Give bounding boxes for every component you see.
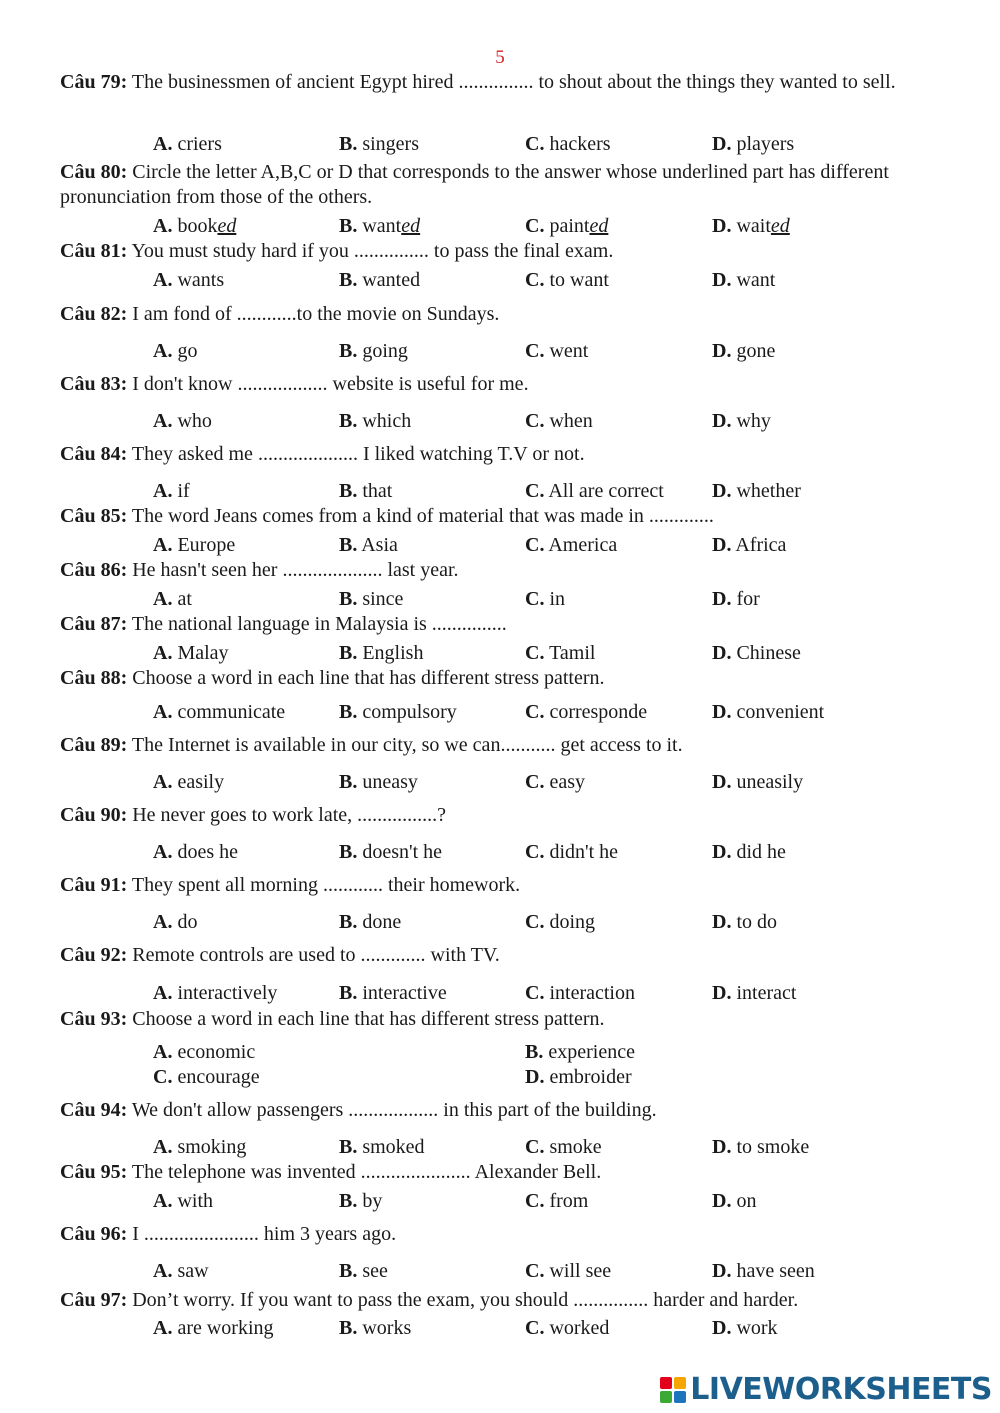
liveworksheets-logo [660, 1372, 992, 1407]
option-letter: D. [712, 480, 732, 502]
option-letter: B. [525, 1041, 544, 1063]
option-c[interactable] [525, 700, 647, 725]
option-d[interactable] [712, 770, 803, 795]
option-text: criers [172, 133, 222, 155]
option-text: hackers [544, 133, 611, 155]
option-letter: D. [525, 1066, 545, 1088]
question-text: The national language in Malaysia is ............... [127, 613, 507, 635]
question-91 [60, 873, 940, 898]
option-a[interactable] [153, 479, 190, 504]
option-text: doing [544, 911, 596, 933]
question-text: I am fond of ............to the movie on Sundays. [127, 303, 500, 325]
question-text: Don’t worry. If you want to pass the exam, you should ............... harder and harder. [127, 1289, 799, 1311]
option-d[interactable] [712, 641, 801, 666]
option-letter: D. [712, 269, 732, 291]
option-a[interactable] [153, 132, 222, 157]
option-letter: A. [153, 911, 173, 933]
question-label: Câu 97: [60, 1289, 128, 1311]
question-83 [60, 372, 940, 397]
option-text: uneasy [357, 771, 418, 793]
option-a[interactable] [153, 214, 236, 239]
option-a[interactable] [153, 910, 197, 935]
option-a[interactable] [153, 1189, 213, 1214]
option-letter: B. [339, 771, 358, 793]
option-text: uneasily [731, 771, 804, 793]
option-text: who [172, 410, 212, 432]
question-label: Câu 79: [60, 71, 128, 93]
option-letter: A. [153, 1136, 173, 1158]
question-text: The Internet is available in our city, so we can........... get access to it. [127, 734, 683, 756]
question-label: Câu 90: [60, 804, 128, 826]
option-text: does he [172, 841, 238, 863]
option-c[interactable] [525, 981, 635, 1006]
option-c[interactable] [525, 1316, 609, 1341]
option-text: didn't he [544, 841, 619, 863]
option-letter: B. [339, 841, 358, 863]
option-c[interactable] [153, 1065, 260, 1090]
option-letter: D. [712, 911, 732, 933]
option-c[interactable] [525, 214, 608, 239]
option-letter: A. [153, 215, 173, 237]
option-letter: B. [339, 340, 358, 362]
question-label: Câu 93: [60, 1008, 128, 1030]
option-text: experience [543, 1041, 635, 1063]
option-letter: D. [712, 982, 732, 1004]
option-letter: C. [525, 588, 545, 610]
option-text: are working [172, 1317, 274, 1339]
option-d[interactable] [712, 533, 786, 558]
option-text: go [172, 340, 198, 362]
question-label: Câu 95: [60, 1161, 128, 1183]
option-text: on [731, 1190, 757, 1212]
option-letter: A. [153, 701, 173, 723]
option-a[interactable] [153, 1040, 255, 1065]
question-88 [60, 666, 940, 691]
option-letter: A. [153, 133, 173, 155]
option-letter: D. [712, 1317, 732, 1339]
option-letter: C. [525, 1260, 545, 1282]
option-text: at [172, 588, 192, 610]
option-letter: D. [712, 133, 732, 155]
question-text: The word Jeans comes from a kind of material that was made in ............. [127, 505, 714, 527]
option-text: worked [544, 1317, 610, 1339]
option-text: with [172, 1190, 214, 1212]
option-c[interactable] [525, 1189, 588, 1214]
option-a[interactable] [153, 641, 229, 666]
question-text: Choose a word in each line that has different stress pattern. [127, 1008, 605, 1030]
option-text: why [731, 410, 771, 432]
option-letter: A. [153, 982, 173, 1004]
question-label: Câu 83: [60, 373, 128, 395]
option-text: Asia [357, 534, 398, 556]
option-letter: C. [153, 1066, 173, 1088]
option-text: work [731, 1317, 778, 1339]
option-text: smoke [544, 1136, 602, 1158]
option-text: book [172, 215, 218, 237]
option-b[interactable] [339, 268, 420, 293]
option-letter: D. [712, 215, 732, 237]
option-text: English [357, 642, 424, 664]
option-letter: C. [525, 911, 545, 933]
option-b[interactable] [339, 1259, 388, 1284]
question-80 [60, 160, 940, 210]
option-text: for [731, 588, 760, 610]
option-letter: B. [339, 642, 358, 664]
question-label: Câu 84: [60, 443, 128, 465]
option-d[interactable] [712, 339, 775, 364]
option-text: went [544, 340, 589, 362]
option-d[interactable] [712, 587, 760, 612]
question-label: Câu 80: [60, 161, 128, 183]
option-letter: D. [712, 1260, 732, 1282]
option-letter: C. [525, 701, 545, 723]
option-b[interactable] [339, 1135, 425, 1160]
question-label: Câu 89: [60, 734, 128, 756]
option-letter: A. [153, 1041, 173, 1063]
option-text: Europe [172, 534, 236, 556]
option-text: players [731, 133, 795, 155]
option-letter: B. [339, 215, 358, 237]
option-text: economic [172, 1041, 256, 1063]
option-b[interactable] [339, 641, 423, 666]
option-text: singers [357, 133, 420, 155]
question-95 [60, 1160, 940, 1185]
option-text: to do [731, 911, 778, 933]
option-text: interaction [544, 982, 635, 1004]
question-text: The businessmen of ancient Egypt hired ............... to shout about the things they wanted to sell. [127, 71, 896, 93]
option-b[interactable] [525, 1040, 635, 1065]
option-text: communicate [172, 701, 286, 723]
option-text: Chinese [731, 642, 801, 664]
option-letter: B. [339, 701, 358, 723]
option-letter: C. [525, 1317, 545, 1339]
option-letter: A. [153, 642, 173, 664]
question-89 [60, 733, 940, 758]
option-letter: C. [525, 841, 545, 863]
option-c[interactable] [525, 840, 618, 865]
option-a[interactable] [153, 1259, 209, 1284]
option-a[interactable] [153, 1135, 246, 1160]
question-90 [60, 803, 940, 828]
option-letter: B. [339, 588, 358, 610]
question-82 [60, 302, 940, 327]
option-letter: A. [153, 771, 173, 793]
option-text: have seen [731, 1260, 815, 1282]
option-a[interactable] [153, 339, 197, 364]
question-text: Remote controls are used to ............. with TV. [127, 944, 500, 966]
logo-tile [674, 1377, 686, 1389]
option-text: Tamil [544, 642, 596, 664]
option-text: wanted [357, 269, 421, 291]
option-d[interactable] [712, 214, 790, 239]
option-letter: D. [712, 588, 732, 610]
question-label: Câu 96: [60, 1223, 128, 1245]
question-85 [60, 504, 940, 529]
option-b[interactable] [339, 339, 408, 364]
question-81 [60, 239, 940, 264]
option-letter: B. [339, 480, 358, 502]
option-text: paint [544, 215, 590, 237]
question-label: Câu 91: [60, 874, 128, 896]
underlined-part: ed [770, 215, 790, 237]
option-letter: A. [153, 410, 173, 432]
question-79 [60, 70, 940, 95]
option-letter: B. [339, 1190, 358, 1212]
page-number: 5 [495, 47, 505, 68]
question-text: They asked me .................... I liked watching T.V or not. [127, 443, 585, 465]
option-a[interactable] [153, 840, 238, 865]
option-letter: A. [153, 841, 173, 863]
option-letter: D. [712, 701, 732, 723]
option-c[interactable] [525, 770, 585, 795]
logo-tile [660, 1377, 672, 1389]
option-text: since [357, 588, 404, 610]
question-label: Câu 81: [60, 240, 128, 262]
option-text: will see [544, 1260, 612, 1282]
option-letter: A. [153, 269, 173, 291]
option-text: done [357, 911, 402, 933]
option-b[interactable] [339, 1316, 411, 1341]
option-a[interactable] [153, 700, 285, 725]
option-b[interactable] [339, 700, 457, 725]
option-text: when [544, 410, 593, 432]
option-b[interactable] [339, 533, 398, 558]
option-letter: C. [525, 982, 545, 1004]
option-text: to smoke [731, 1136, 810, 1158]
option-letter: D. [712, 841, 732, 863]
option-letter: B. [339, 534, 358, 556]
option-text: compulsory [357, 701, 457, 723]
question-93 [60, 1007, 940, 1032]
option-c[interactable] [525, 587, 565, 612]
option-text: do [172, 911, 198, 933]
option-letter: D. [712, 771, 732, 793]
logo-tiles-icon [660, 1377, 686, 1403]
option-text: see [357, 1260, 388, 1282]
option-d[interactable] [712, 1135, 809, 1160]
option-text: to want [544, 269, 609, 291]
question-text: Choose a word in each line that has different stress pattern. [127, 667, 605, 689]
option-a[interactable] [153, 1316, 274, 1341]
option-text: whether [731, 480, 801, 502]
option-letter: A. [153, 1260, 173, 1282]
question-text: The telephone was invented ...................... Alexander Bell. [127, 1161, 602, 1183]
option-d[interactable] [712, 840, 786, 865]
logo-tile [674, 1391, 686, 1403]
option-d[interactable] [712, 700, 824, 725]
underlined-part: ed [217, 215, 237, 237]
option-text: wants [172, 269, 225, 291]
option-text: interactive [357, 982, 447, 1004]
option-b[interactable] [339, 770, 418, 795]
option-b[interactable] [339, 587, 403, 612]
option-c[interactable] [525, 1259, 611, 1284]
option-letter: A. [153, 1317, 173, 1339]
option-a[interactable] [153, 533, 235, 558]
option-text: if [172, 480, 190, 502]
option-b[interactable] [339, 214, 420, 239]
option-text: saw [172, 1260, 209, 1282]
option-text: interactively [172, 982, 278, 1004]
option-text: which [357, 410, 412, 432]
option-text: in [544, 588, 566, 610]
option-text: from [544, 1190, 589, 1212]
option-c[interactable] [525, 1135, 602, 1160]
option-letter: A. [153, 480, 173, 502]
question-text: Circle the letter A,B,C or D that corresponds to the answer whose underlined part has different pronunciation from those of the others. [60, 161, 889, 208]
option-text: encourage [172, 1066, 260, 1088]
option-letter: C. [525, 771, 545, 793]
option-b[interactable] [339, 1189, 382, 1214]
option-a[interactable] [153, 587, 192, 612]
option-letter: C. [525, 534, 545, 556]
option-letter: B. [339, 1317, 358, 1339]
option-text: works [357, 1317, 412, 1339]
option-text: easily [172, 771, 225, 793]
question-label: Câu 82: [60, 303, 128, 325]
option-letter: A. [153, 1190, 173, 1212]
option-letter: B. [339, 1260, 358, 1282]
question-86 [60, 558, 940, 583]
option-letter: C. [525, 1190, 545, 1212]
option-letter: C. [525, 642, 545, 664]
option-d[interactable] [712, 1259, 815, 1284]
option-text: America [544, 534, 618, 556]
option-letter: C. [525, 133, 545, 155]
option-letter: A. [153, 534, 173, 556]
option-d[interactable] [712, 268, 775, 293]
question-84 [60, 442, 940, 467]
option-text: gone [731, 340, 776, 362]
option-c[interactable] [525, 910, 595, 935]
option-letter: C. [525, 215, 545, 237]
option-letter: D. [712, 340, 732, 362]
option-letter: B. [339, 133, 358, 155]
option-d[interactable] [712, 981, 796, 1006]
question-text: I ....................... him 3 years ago. [127, 1223, 397, 1245]
option-letter: C. [525, 1136, 545, 1158]
underlined-part: ed [589, 215, 609, 237]
option-text: corresponde [544, 701, 648, 723]
option-text: Malay [172, 642, 229, 664]
option-text: Africa [731, 534, 787, 556]
option-d[interactable] [712, 479, 801, 504]
option-letter: A. [153, 588, 173, 610]
question-96 [60, 1222, 940, 1247]
question-label: Câu 87: [60, 613, 128, 635]
option-b[interactable] [339, 910, 401, 935]
option-d[interactable] [712, 1189, 756, 1214]
option-b[interactable] [339, 479, 392, 504]
option-text: want [357, 215, 402, 237]
option-d[interactable] [712, 910, 777, 935]
option-text: going [357, 340, 408, 362]
option-text: embroider [544, 1066, 632, 1088]
option-c[interactable] [525, 533, 617, 558]
option-a[interactable] [153, 268, 224, 293]
option-c[interactable] [525, 641, 595, 666]
option-c[interactable] [525, 409, 593, 434]
option-text: doesn't he [357, 841, 443, 863]
option-letter: B. [339, 911, 358, 933]
question-label: Câu 92: [60, 944, 128, 966]
option-text: easy [544, 771, 585, 793]
question-text: He never goes to work late, ................? [127, 804, 447, 826]
question-92 [60, 943, 940, 968]
option-letter: B. [339, 1136, 358, 1158]
question-text: You must study hard if you ............... to pass the final exam. [127, 240, 614, 262]
option-letter: D. [712, 642, 732, 664]
option-letter: A. [153, 340, 173, 362]
option-text: convenient [731, 701, 825, 723]
option-letter: C. [525, 269, 545, 291]
option-b[interactable] [339, 132, 419, 157]
option-letter: B. [339, 269, 358, 291]
option-text: interact [731, 982, 797, 1004]
option-letter: D. [712, 410, 732, 432]
option-letter: D. [712, 534, 732, 556]
option-text: that [357, 480, 393, 502]
option-text: smoked [357, 1136, 425, 1158]
option-b[interactable] [339, 409, 411, 434]
option-text: wait [731, 215, 771, 237]
option-a[interactable] [153, 981, 277, 1006]
option-b[interactable] [339, 981, 447, 1006]
question-label: Câu 86: [60, 559, 128, 581]
logo-text: LIVEWORKSHEETS [690, 1372, 992, 1407]
question-text: They spent all morning ............ their homework. [127, 874, 521, 896]
option-d[interactable] [712, 409, 771, 434]
option-c[interactable] [525, 339, 588, 364]
option-d[interactable] [712, 132, 794, 157]
option-letter: D. [712, 1190, 732, 1212]
option-letter: C. [525, 480, 545, 502]
option-letter: B. [339, 982, 358, 1004]
question-label: Câu 88: [60, 667, 128, 689]
option-text: by [357, 1190, 383, 1212]
option-letter: C. [525, 340, 545, 362]
option-c[interactable] [525, 132, 611, 157]
option-d[interactable] [525, 1065, 632, 1090]
question-text: I don't know .................. website is useful for me. [127, 373, 529, 395]
logo-tile [660, 1391, 672, 1403]
option-text: did he [731, 841, 786, 863]
question-label: Câu 94: [60, 1099, 128, 1121]
question-97 [60, 1288, 940, 1313]
question-87 [60, 612, 940, 637]
option-d[interactable] [712, 1316, 778, 1341]
option-letter: C. [525, 410, 545, 432]
option-text: want [731, 269, 776, 291]
question-94 [60, 1098, 940, 1123]
option-text: All are correct [544, 480, 664, 502]
option-a[interactable] [153, 770, 224, 795]
option-c[interactable] [525, 479, 664, 504]
option-text: smoking [172, 1136, 247, 1158]
option-letter: B. [339, 410, 358, 432]
option-b[interactable] [339, 840, 442, 865]
question-text: We don't allow passengers .................. in this part of the building. [127, 1099, 657, 1121]
underlined-part: ed [401, 215, 421, 237]
option-a[interactable] [153, 409, 212, 434]
question-label: Câu 85: [60, 505, 128, 527]
option-letter: D. [712, 1136, 732, 1158]
option-c[interactable] [525, 268, 609, 293]
question-text: He hasn't seen her .................... last year. [127, 559, 459, 581]
